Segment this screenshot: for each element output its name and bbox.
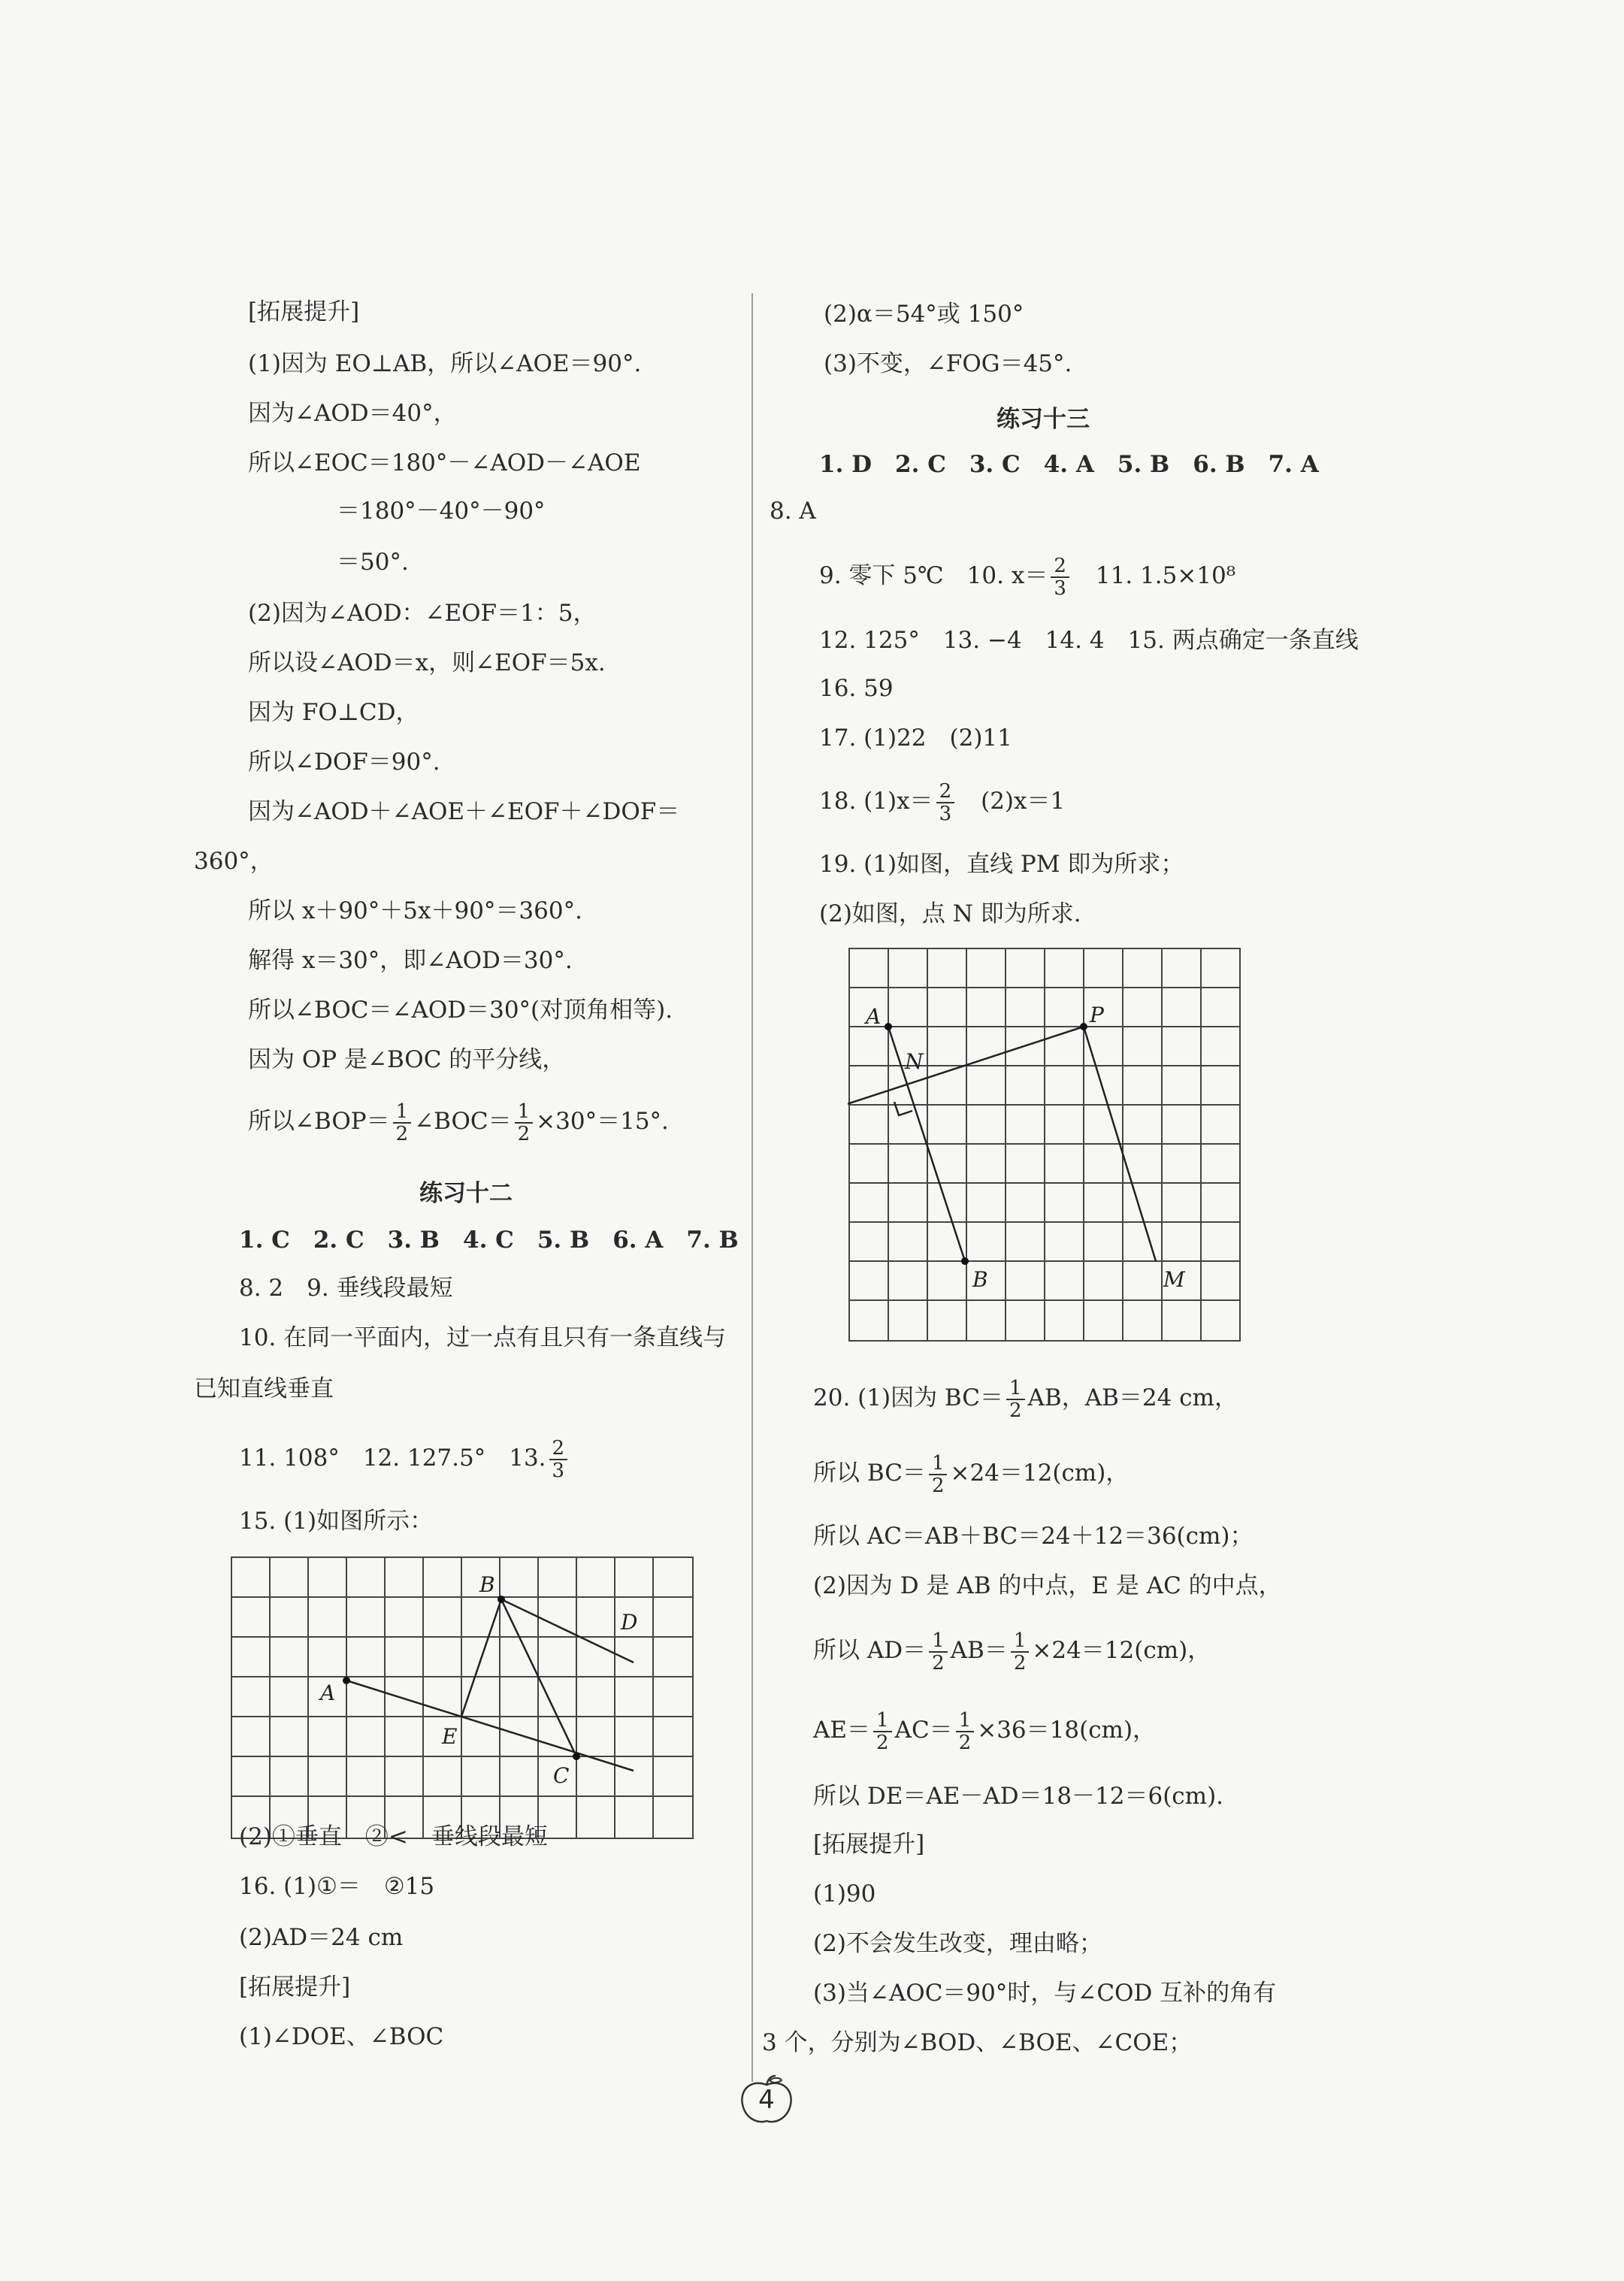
segment-be <box>461 1599 501 1717</box>
answer-line: 所以 AD＝ $\frac{1}{2}$ AB＝ $\frac{1}{2}$ ×24＝12(cm)， <box>813 1629 1211 1674</box>
solution-line: 因为 FO⊥CD， <box>248 699 419 726</box>
solution-line: (1)因为 EO⊥AB，所以∠AOE＝90°. <box>248 350 642 377</box>
answer-line: 8. A <box>770 498 816 525</box>
answer-line: 11. 108° 12. 127.5° 13. $\frac{2}{3}$ <box>239 1428 570 1488</box>
answer-line: 8. 2 9. 垂线段最短 <box>239 1275 453 1302</box>
answer-line: (3)不变，∠FOG＝45°. <box>824 350 1072 377</box>
label-b: B <box>972 1267 988 1292</box>
answer-line: 所以 AC＝AB＋BC＝24＋12＝36(cm)； <box>813 1523 1254 1550</box>
bop-line: 所以∠BOP＝ $\frac{1}{2}$ ∠BOC＝ $\frac{1}{2}$ ×30°＝15°. <box>248 1100 669 1145</box>
answer-line: 19. (1)如图，直线 PM 即为所求； <box>819 851 1184 878</box>
label-m: M <box>1163 1267 1185 1292</box>
point-b <box>497 1596 505 1603</box>
answer-line: (2)因为 D 是 AB 的中点，E 是 AC 的中点， <box>813 1572 1282 1599</box>
answer-line: 17. (1)22 (2)11 <box>819 725 1012 752</box>
label-b: B <box>479 1572 495 1597</box>
section-title-13: 练习十三 <box>996 406 1090 433</box>
solution-line: (2)因为∠AOD：∠EOF＝1：5， <box>248 600 597 627</box>
answer-line: (3)当∠AOC＝90°时，与∠COD 互补的角有 <box>813 1980 1277 2007</box>
answer-line: 已知直线垂直 <box>194 1375 334 1402</box>
answer-line: 1. D 2. C 3. C 4. A 5. B 6. B 7. A <box>819 451 1319 478</box>
solution-line: 所以∠DOF＝90°. <box>248 749 440 776</box>
answer-line: 所以 DE＝AE－AD＝18－12＝6(cm). <box>813 1783 1224 1810</box>
right-angle-mark <box>894 1102 912 1115</box>
answer-line: (1)∠DOE、∠BOC <box>239 2023 444 2050</box>
label-d: D <box>621 1610 638 1635</box>
solution-line: 360°， <box>194 848 274 875</box>
solution-line: 因为∠AOD＋∠AOE＋∠EOF＋∠DOF＝ <box>248 798 680 825</box>
answer-line: 10. 在同一平面内，过一点有且只有一条直线与 <box>239 1324 727 1351</box>
answer-line: AE＝ $\frac{1}{2}$ AC＝ $\frac{1}{2}$ ×36＝18(cm)， <box>813 1708 1157 1754</box>
label-n: N <box>905 1049 924 1074</box>
solution-line: ＝50°. <box>337 549 409 576</box>
label-c: C <box>553 1763 570 1788</box>
line-bd <box>501 1599 634 1662</box>
section-title-12: 练习十二 <box>419 1180 513 1207</box>
answer-line: (2)如图，点 N 即为所求. <box>819 900 1081 927</box>
label-a: A <box>866 1004 882 1029</box>
label-e: E <box>442 1724 458 1749</box>
point-a <box>343 1677 350 1684</box>
solution-line: ＝180°－40°－90° <box>337 498 546 525</box>
point-b <box>961 1257 969 1265</box>
solution-line: 所以∠EOC＝180°－∠AOD－∠AOE <box>248 449 641 476</box>
answer-line: 20. (1)因为 BC＝ $\frac{1}{2}$ AB，AB＝24 cm， <box>813 1376 1238 1422</box>
solution-line: 解得 x＝30°，即∠AOD＝30°. <box>248 947 573 974</box>
label-a: A <box>320 1680 336 1705</box>
answer-line: 18. (1)x＝ $\frac{2}{3}$ (2)x＝1 <box>819 779 1066 825</box>
answer-line: 3 个，分别为∠BOD、∠BOE、∠COE； <box>762 2029 1193 2056</box>
solution-line: 所以设∠AOD＝x，则∠EOF＝5x. <box>248 649 606 676</box>
answer-line: (2)AD＝24 cm <box>239 1924 404 1951</box>
answer-line: (2)α＝54°或 150° <box>824 301 1024 328</box>
answer-line: 16. 59 <box>819 675 894 702</box>
answer-line: 所以 BC＝ $\frac{1}{2}$ ×24＝12(cm)， <box>813 1451 1130 1497</box>
tuozhan-label: [拓展提升] <box>239 1974 351 2001</box>
answer-line: 16. (1)①＝ ②15 <box>239 1873 435 1900</box>
point-p <box>1080 1023 1087 1030</box>
solution-line: 因为 OP 是∠BOC 的平分线， <box>248 1046 566 1073</box>
solution-line: 因为∠AOD＝40°， <box>248 400 457 427</box>
tuozhan-label: [拓展提升] <box>248 298 360 325</box>
label-p: P <box>1090 1003 1104 1027</box>
answer-line: 12. 125° 13. −4 14. 4 15. 两点确定一条直线 <box>819 627 1359 654</box>
solution-line: 所以∠BOC＝∠AOD＝30°(对顶角相等). <box>248 997 673 1024</box>
answer-line: (2)不会发生改变，理由略； <box>813 1930 1102 1957</box>
figure-19-grid <box>848 947 1243 1345</box>
answer-line: 9. 零下 5℃ 10. x＝ $\frac{2}{3}$ 11. 1.5×10⁸ <box>819 554 1236 600</box>
page-number-text: 4 <box>758 2085 775 2115</box>
page-number <box>736 2074 797 2127</box>
tuozhan-label: [拓展提升] <box>813 1831 925 1858</box>
question-15-label: 15. (1)如图所示： <box>239 1508 434 1535</box>
point-c <box>573 1753 580 1760</box>
point-a <box>885 1023 892 1030</box>
answer-line: 1. C 2. C 3. B 4. C 5. B 6. A 7. B <box>239 1227 739 1254</box>
solution-line: 所以 x＋90°＋5x＋90°＝360°. <box>248 897 582 924</box>
column-divider <box>752 293 753 2082</box>
figure-15-grid <box>230 1556 696 1843</box>
answer-line: (1)90 <box>813 1880 876 1907</box>
answer-line: (2)①垂直 ②< 垂线段最短 <box>239 1823 548 1850</box>
